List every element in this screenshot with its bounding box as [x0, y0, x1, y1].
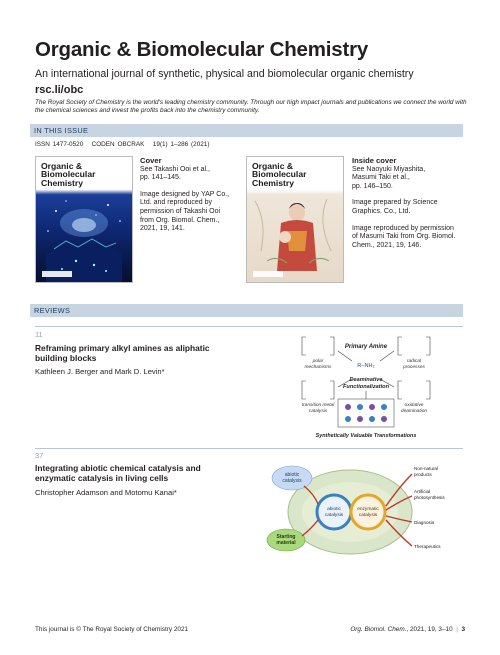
journal-url[interactable]: rsc.li/obc — [35, 84, 84, 96]
svg-text:transition metal: transition metal — [301, 403, 335, 408]
inside-cover-credit-1: Image prepared by Science Graphics. Co., Ltd. — [352, 199, 438, 215]
cover-see-1: See Takashi Ooi et al., — [140, 165, 210, 173]
svg-text:Diagnosis: Diagnosis — [414, 520, 435, 525]
in-this-issue-label: IN THIS ISSUE — [34, 126, 89, 135]
issn-line — [35, 141, 209, 148]
svg-text:mechanisms: mechanisms — [304, 365, 332, 370]
svg-text:deamination: deamination — [400, 409, 428, 414]
svg-text:catalysis: catalysis — [282, 478, 302, 484]
footer-citation: Org. Biomol. Chem., 2021, 19, 3–10 | 3 — [350, 626, 465, 633]
footer-journal: Org. Biomol. Chem. — [350, 626, 407, 633]
inside-cover-see-3: pp. 146–150. — [352, 182, 393, 190]
svg-text:Non-natural: Non-natural — [414, 466, 439, 471]
review-authors: Kathleen J. Berger and Mark D. Levin* — [35, 367, 165, 376]
graphical-abstract-amines — [272, 333, 467, 445]
reviews-band — [30, 304, 463, 317]
cover-caption — [140, 157, 232, 234]
inside-cover-heading: Inside cover — [352, 156, 397, 165]
svg-text:oxidative: oxidative — [404, 403, 424, 408]
review-divider-1 — [35, 326, 463, 327]
svg-text:Functionalization: Functionalization — [343, 384, 389, 390]
footer-page-number: 3 — [461, 626, 465, 633]
review-authors: Christopher Adamson and Motomu Kanai* — [35, 488, 177, 497]
amine-formula: R–NH₂ — [357, 363, 375, 369]
rsc-logo-strip — [42, 271, 72, 277]
cover-heading: Cover — [140, 156, 162, 165]
review-title[interactable]: Reframing primary alkyl amines as aliphatic building blocks — [35, 343, 210, 363]
svg-text:Artificial: Artificial — [414, 489, 431, 494]
journal-subtitle: An international journal of synthetic, physical and biomolecular organic chemistry — [35, 68, 414, 80]
coden: CODEN OBCRAK — [91, 141, 145, 148]
svg-text:catalysis: catalysis — [358, 513, 378, 518]
cover-thumb-title: Organic & Biomolecular Chemistry — [41, 161, 96, 188]
svg-text:enzymatic: enzymatic — [357, 507, 379, 512]
rsc-blurb: The Royal Society of Chemistry is the world's leading chemistry community. Through our high impact journals and publications we connect the world with the chemical sciences and invest the profits back into the chemistry community. — [35, 99, 467, 115]
svg-text:Synthetically Valuable Transfo: Synthetically Valuable Transformations — [315, 433, 417, 439]
inside-cover-caption — [352, 157, 460, 250]
svg-text:Starting: Starting — [276, 534, 296, 540]
review-page-number: 11 — [35, 330, 43, 339]
cover-see-2: pp. 141–145. — [140, 174, 181, 182]
svg-text:photosynthesis: photosynthesis — [414, 495, 445, 500]
svg-text:abiotic: abiotic — [327, 507, 341, 512]
journal-title: Organic & Biomolecular Chemistry — [35, 38, 369, 61]
amine-center-top: Primary Amine — [344, 344, 388, 350]
inside-cover-artwork — [247, 191, 343, 282]
svg-text:catalysis: catalysis — [324, 513, 344, 518]
footer-volume-pages: , 2021, 19, 3–10 — [406, 626, 453, 633]
svg-text:processes: processes — [403, 365, 425, 370]
cover-credit: Image designed by YAP Co., Ltd. and reproduced by permission of Takashi Ooi from Org. Biomol. Chem., 2021, 19, 141. — [140, 190, 230, 233]
svg-text:products: products — [414, 472, 432, 477]
reviews-label: REVIEWS — [34, 306, 71, 315]
inside-cover-see-1: See Naoyuki Miyashita, — [352, 165, 426, 173]
graphical-abstract-catalysis — [262, 456, 467, 566]
volume-pages: 19(1) 1–286 (2021) — [152, 141, 210, 148]
review-divider-2 — [35, 448, 463, 449]
footer-copyright: This journal is © The Royal Society of Chemistry 2021 — [35, 626, 189, 633]
inside-cover-credit-2: Image reproduced by permission of Masumi Taki from Org. Biomol. Chem., 2021, 19, 146. — [352, 224, 456, 249]
in-this-issue-band — [30, 124, 463, 137]
svg-text:catalysis: catalysis — [308, 409, 328, 414]
inside-cover-image-thumbnail[interactable] — [246, 156, 344, 283]
cover-image-thumbnail[interactable] — [35, 156, 133, 283]
svg-text:polar: polar — [312, 359, 324, 364]
rsc-logo-strip-2 — [253, 271, 283, 277]
cover-artwork — [36, 191, 132, 282]
svg-text:Deaminative: Deaminative — [349, 377, 383, 383]
inside-cover-see-2: Masumi Taki et al., — [352, 174, 410, 182]
svg-text:radical: radical — [406, 359, 422, 364]
review-page-number: 37 — [35, 451, 44, 460]
svg-text:abiotic: abiotic — [284, 472, 300, 478]
review-title[interactable]: Integrating abiotic chemical catalysis and enzymatic catalysis in living cells — [35, 463, 201, 483]
issn: ISSN 1477-0520 — [35, 141, 84, 148]
svg-text:material: material — [276, 540, 296, 546]
inside-cover-thumb-title: Organic & Biomolecular Chemistry — [252, 161, 307, 188]
svg-text:Therapeutics: Therapeutics — [414, 544, 441, 549]
